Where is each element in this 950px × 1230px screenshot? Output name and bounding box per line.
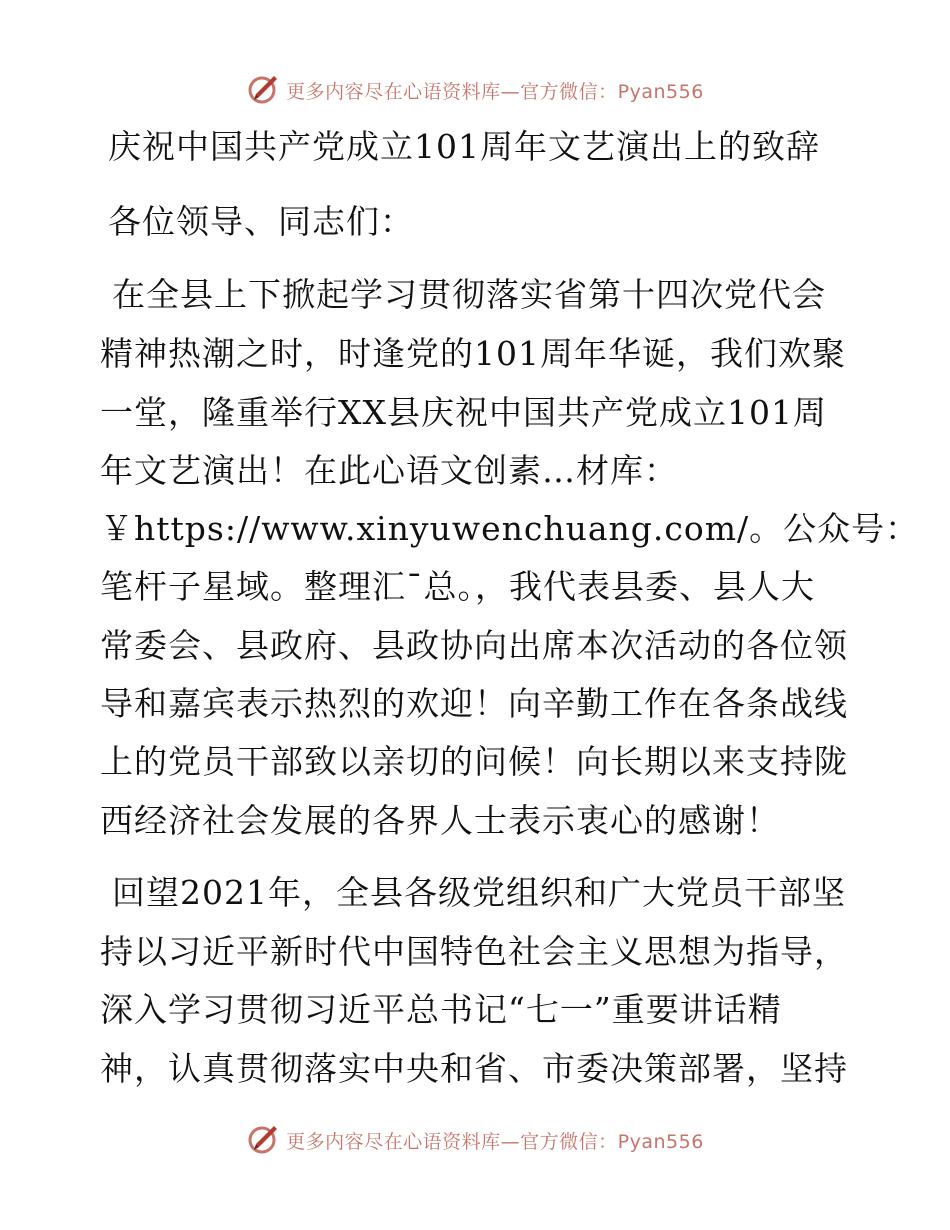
watermark-text: 更多内容尽在心语资料库—官方微信：Pyan556 <box>286 1130 704 1153</box>
header-watermark <box>0 70 950 110</box>
paragraph-line: 深入学习贯彻习近平总书记“七一”重要讲话精 <box>100 990 782 1029</box>
paragraph-line: 神，认真贯彻落实中央和省、市委决策部署，坚持 <box>100 1049 848 1088</box>
paragraph-line: 在全县上下掀起学习贯彻落实省第十四次党代会 <box>112 275 826 314</box>
paragraph-line: 年文艺演出！在此心语文创素…材库： <box>100 451 678 490</box>
salutation: 各位领导、同志们： <box>108 202 414 241</box>
paragraph-line: ￥https://www.xinyuwenchuang.com/。公众号： <box>100 509 920 548</box>
footer-watermark <box>0 1120 950 1160</box>
pen-logo-icon <box>246 1120 282 1160</box>
paragraph-line: 常委会、县政府、县政协向出席本次活动的各位领 <box>100 626 848 665</box>
watermark-text: 更多内容尽在心语资料库—官方微信：Pyan556 <box>286 80 704 103</box>
paragraph-line: 精神热潮之时，时逢党的101周年华诞，我们欢聚 <box>100 334 846 373</box>
paragraph-line: 一堂，隆重举行XX县庆祝中国共产党成立101周 <box>100 393 827 432</box>
document-title: 庆祝中国共产党成立101周年文艺演出上的致辞 <box>108 127 820 166</box>
pen-logo-icon <box>246 70 282 110</box>
paragraph-line: 导和嘉宾表示热烈的欢迎！向辛勤工作在各条战线 <box>100 684 848 723</box>
paragraph-line: 上的党员干部致以亲切的问候！向长期以来支持陇 <box>100 742 848 781</box>
paragraph-line: 回望2021年，全县各级党组织和广大党员干部坚 <box>112 873 846 912</box>
paragraph-line: 西经济社会发展的各界人士表示衷心的感谢！ <box>100 801 780 840</box>
paragraph-line: 笔杆子星域。整理汇¯总。，我代表县委、县人大 <box>100 567 815 606</box>
paragraph-line: 持以习近平新时代中国特色社会主义思想为指导， <box>100 932 848 971</box>
